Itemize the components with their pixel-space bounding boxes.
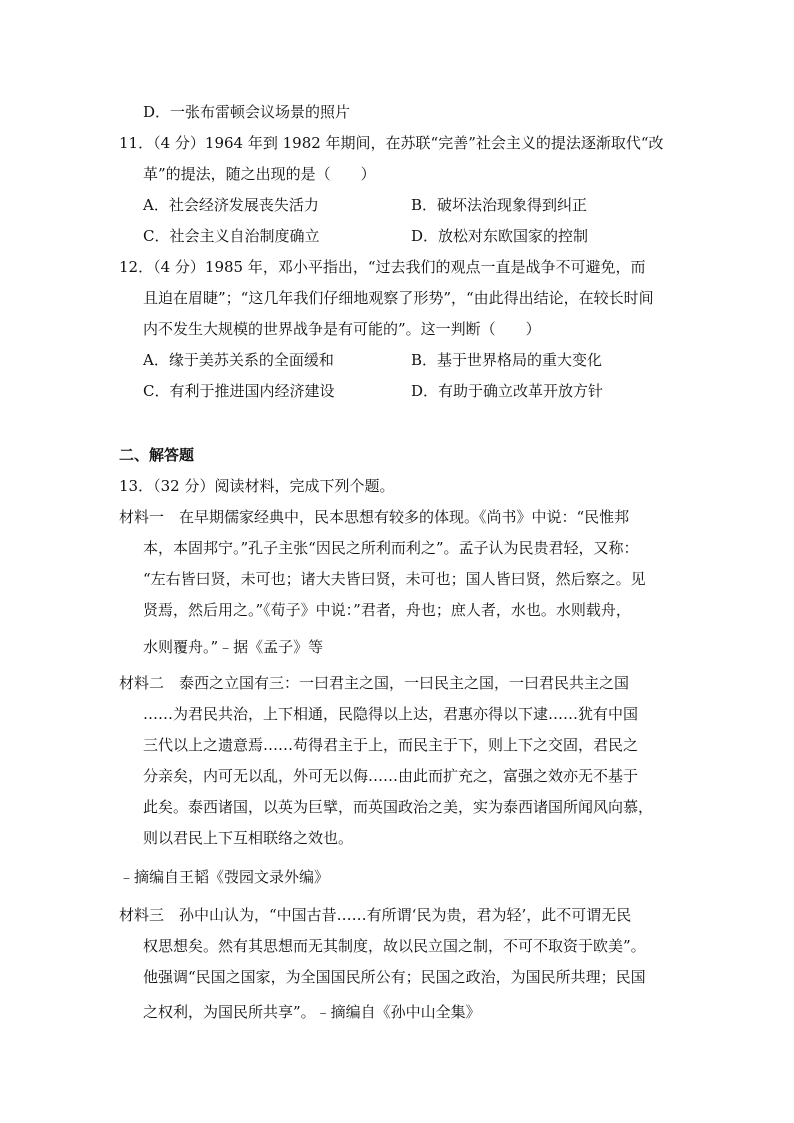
q12-stem-line-1: 12．（4 分）1985 年，邓小平指出，“过去我们的观点一直是战争不可避免，而 xyxy=(119,258,646,276)
section-heading: 二、解答题 xyxy=(119,446,195,464)
q12-stem-line-2: 且迫在眉睫”；“这几年我们仔细地观察了形势”，“由此得出结论，在较长时间 xyxy=(143,289,654,307)
q10-option-d: D．一张布雷顿会议场景的照片 xyxy=(143,103,351,121)
material3-line-4: 之权利，为国民所共享”。﹣摘编自《孙中山全集》 xyxy=(143,1003,481,1021)
q12-option-d: D．有助于确立改革开放方针 xyxy=(411,382,604,400)
q11-option-b: B．破坏法治现象得到纠正 xyxy=(411,196,588,214)
material1-line-3: “左右皆曰贤，未可也；诸大夫皆曰贤，未可也；国人皆曰贤，然后察之。见 xyxy=(143,570,646,588)
q11-option-d: D．放松对东欧国家的控制 xyxy=(411,227,589,245)
material2-source: ﹣摘编自王韬《弢园文录外编》 xyxy=(119,868,330,886)
material2-line-2: ……为君民共治，上下相通，民隐得以上达，君惠亦得以下逮……犹有中国 xyxy=(143,705,639,723)
q11-option-c: C．社会主义自治制度确立 xyxy=(143,227,320,245)
material1-line-5: 水则覆舟。”﹣据《孟子》等 xyxy=(143,638,324,656)
material2-line-5: 此矣。泰西诸国，以英为巨擘，而英国政治之美，实为泰西诸国所闻风向慕， xyxy=(143,798,654,816)
material3-line-2: 权思想矣。然有其思想而无其制度，故以民立国之制，不可不取资于欧美”。 xyxy=(143,937,646,955)
q13-intro: 13．（32 分）阅读材料，完成下列个题。 xyxy=(119,477,395,495)
q11-option-a: A．社会经济发展丧失活力 xyxy=(143,196,319,214)
q12-option-c: C．有利于推进国内经济建设 xyxy=(143,382,335,400)
material2-line-4: 分亲矣，内可无以乱，外可无以侮……由此而扩充之，富强之效亦无不基于 xyxy=(143,767,639,785)
q11-stem-line-1: 11．（4 分）1964 年到 1982 年期间，在苏联“完善”社会主义的提法逐渐取代“改 xyxy=(119,134,664,152)
q12-stem-line-3: 内不发生大规模的世界战争是有可能的”。这一判断（ ） xyxy=(143,320,541,338)
q12-option-a: A．缘于美苏关系的全面缓和 xyxy=(143,351,334,369)
material1-line-1: 材料一 在早期儒家经典中，民本思想有较多的体现。《尚书》中说：“民惟邦 xyxy=(119,508,630,526)
q11-stem-line-2: 革”的提法，随之出现的是（ ） xyxy=(143,165,376,183)
material1-line-4: 贤焉，然后用之。”《荀子》中说：”君者，舟也；庶人者，水也。水则载舟， xyxy=(143,601,631,619)
material3-line-3: 他强调“民国之国家，为全国国民所公有；民国之政治，为国民所共理；民国 xyxy=(143,968,646,986)
material1-line-2: 本，本固邦宁。”孔子主张“因民之所利而利之”。孟子认为民贵君轻，又称： xyxy=(143,539,639,557)
q12-option-b: B．基于世界格局的重大变化 xyxy=(411,351,603,369)
material3-line-1: 材料三 孙中山认为，“中国古昔……有所谓‘民为贵，君为轻’，此不可谓无民 xyxy=(119,906,632,924)
material2-line-1: 材料二 泰西之立国有三：一曰君主之国，一曰民主之国，一曰君民共主之国 xyxy=(119,674,630,692)
material2-line-6: 则以君民上下互相联络之效也。 xyxy=(143,829,354,847)
material2-line-3: 三代以上之遗意焉……苟得君主于上，而民主于下，则上下之交固，君民之 xyxy=(143,736,639,754)
